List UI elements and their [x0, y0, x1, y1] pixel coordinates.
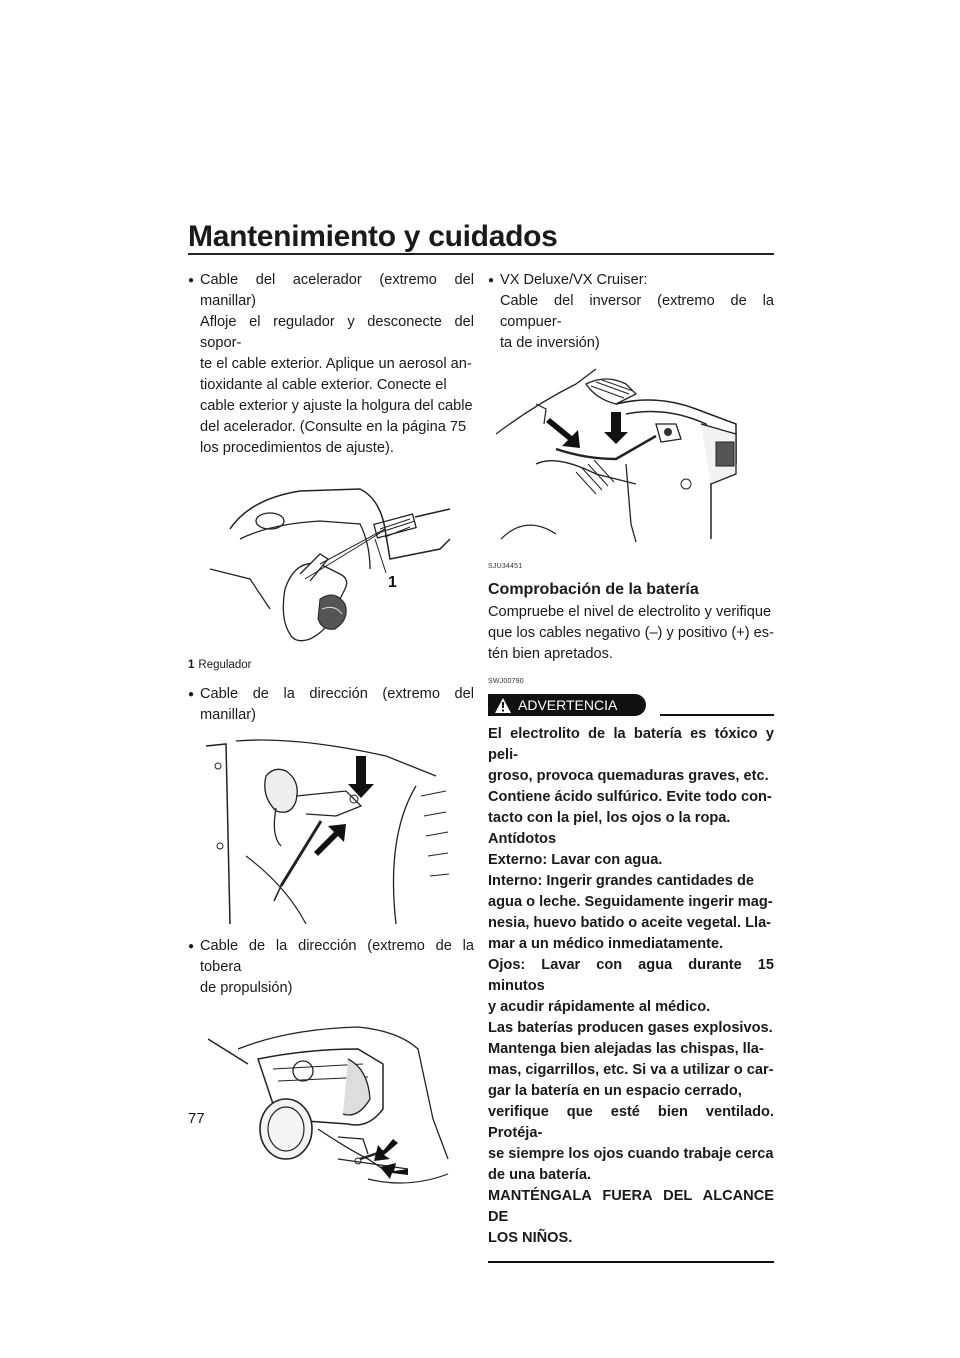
bullet-steering-handlebar: ● Cable de la dirección (extremo del manillar) — [188, 684, 474, 726]
section-title: Comprobación de la batería — [488, 581, 699, 598]
callout-1: 1 — [388, 574, 397, 591]
warning-text: El electrolito de la batería es tóxico y peli- groso, provoca quemaduras graves, etc. Contiene ácido sulfúrico. Evite todo con- tacto con la piel, los ojos o la ropa. Antídotos Externo: Lavar con agua. Interno: Ingerir grandes cantidades de agua o leche. Seguidamente ingerir mag- nesia, huevo batido o aceite vegetal. Lla- mar a un médico inmediatamente. Ojos: Lavar con agua durante 15 minutos y acudir rápidamente al médico. Las baterías producen gases explosivos. Mantenga bien alejadas las chispas, lla- mas, cigarrillos, etc. Si va a utilizar o car- gar la batería en un espacio cerrado, verifique que esté bien ventilado. Protéja- se siempre los ojos cuando trabaje cerca de una batería. MANTÉNGALA FUERA DEL ALCANCE DE LOS NIÑOS. — [488, 726, 774, 1246]
throttle-cable-figure — [210, 469, 460, 649]
bullet-steering-nozzle: ● Cable de la dirección (extremo de la tobera de propulsión) — [188, 936, 474, 999]
title-rule — [188, 253, 774, 255]
figure-caption: 1 Regulador — [188, 659, 252, 671]
warning-icon — [494, 697, 512, 714]
bullet-reverse-cable: ● VX Deluxe/VX Cruiser: Cable del inversor (extremo de la compuer- ta de inversión) — [488, 270, 774, 354]
page-number: 77 — [188, 1110, 205, 1127]
arrow-down-right-icon — [546, 418, 580, 448]
bullet-throttle-cable — [188, 270, 474, 459]
steering-nozzle-figure — [208, 1009, 458, 1209]
arrow-down-icon — [348, 756, 374, 798]
reverse-cable-figure — [496, 364, 746, 542]
left-column — [188, 270, 474, 1209]
steering-handlebar-figure — [206, 736, 456, 924]
arrow-nozzle-upper-icon — [374, 1139, 398, 1161]
section-code: SJU34451 — [488, 563, 523, 570]
warning-header — [488, 694, 774, 718]
warning-end-rule — [488, 1261, 774, 1263]
arrow-up-right-icon — [314, 824, 346, 856]
section-body: Compruebe el nivel de electrolito y verifique que los cables negativo (–) y positivo (+) es- tén bien apretados. — [488, 604, 774, 662]
arrow-down-reverse-icon — [604, 412, 628, 444]
warning-badge: ADVERTENCIA — [488, 694, 646, 716]
right-column — [488, 270, 774, 1263]
warning-rule — [660, 714, 774, 716]
warning-code: SWJ00790 — [488, 678, 524, 685]
page-title: Mantenimiento y cuidados — [188, 220, 558, 253]
throttle-text: ● Cable del acelerador (extremo del manillar) Afloje el regulador y desconecte del sopor- te el cable exterior. Aplique un aerosol an- tioxidante al cable exterior. Conecte el cable exterior y ajuste la holgura del cable del acelerador. (Consulte en la página 75 los procedimientos de ajuste). — [200, 272, 474, 456]
